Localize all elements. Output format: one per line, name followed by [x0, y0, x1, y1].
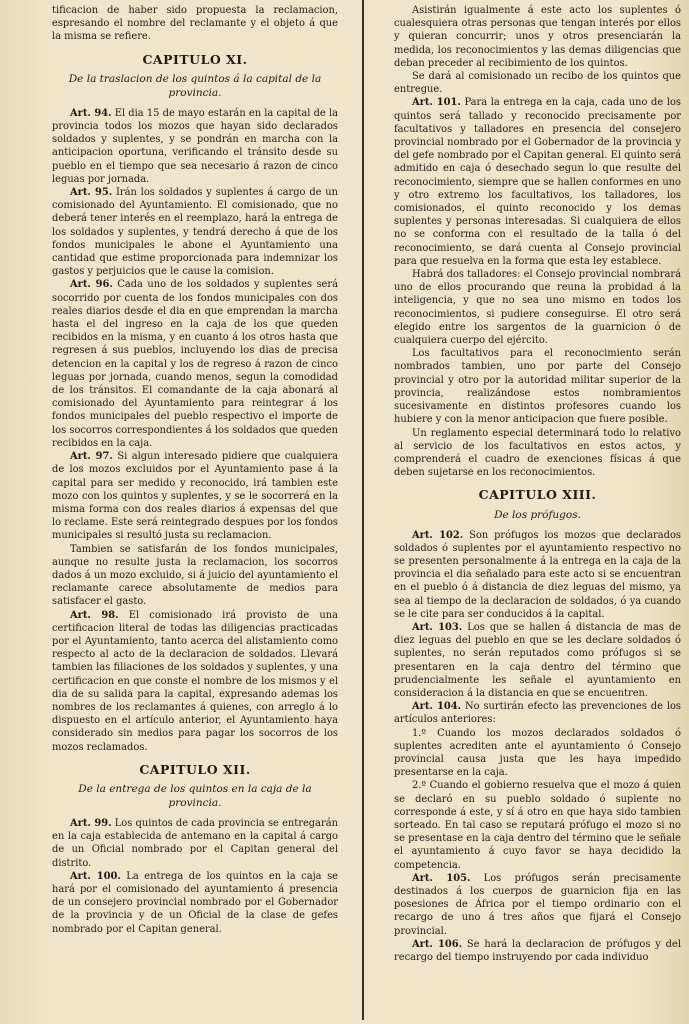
article-number: Art. 101. [412, 97, 461, 109]
paragraph: Habrá dos talladores: el Consejo provincial nombrará uno de ellos procurando que reuna la probidad á la inteligencia, y que no sea uno mismo en todos los reconocimientos, si pudiere conseguirse. El otro será elegido entre los sargentos de la guarnicion ó de cualquiera cuerpo del ejército. [394, 269, 681, 347]
paragraph: Tambien se satisfarán de los fondos municipales, aunque no resulte justa la reclamacion, los socorros dados á un mozo excluido, si á juicio del ayuntamiento el reclamante carece absolutamente de medios para satisfacer el gasto. [52, 543, 338, 608]
right-column [394, 4, 681, 1010]
article-number: Art. 104. [412, 701, 462, 713]
chapter-heading: CAPITULO XIII. [478, 487, 597, 503]
paragraph: Los facultativos para el reconocimiento serán nombrados tambien, uno por parte del Consejo provincial y otro por la autoridad militar superior de la provincia, realizándose estos nombramientos sucesivamente en distintos profesores cuando los hubiere y con la menor anticipacion que fuere posible. [394, 348, 681, 426]
article-text: Los prófugos serán precisamente destinados á los cuerpos de guarnicion fija en las posesiones de África por el tiempo ordinario con el recargo de uno á tres años que fijará el Consejo provincial. [394, 872, 681, 937]
article-number: Art. 106. [412, 938, 463, 950]
article-99 [52, 817, 338, 870]
article-text: El dia 15 de mayo estarán en la capital de la provincia todos los mozos que hayan sido declarados soldados y suplentes, y se pondrán en marcha con la anticipacion oportuna, verificando el tránsito desde su pueblo en el tiempo que sea necesario á razon de cinco leguas por jornada. [52, 107, 338, 185]
chapter-subtitle: De los prófugos. [494, 508, 581, 521]
article-text: Son prófugos los mozos que declarados soldados ó suplentes por el ayuntamiento respectivo no se presenten personalmente á la entrega en la caja de la provincia el dia señalado para este acto si se encuentran en el pueblo ó á distancia de diez leguas del mismo, ya sea al tiempo de la declaracion de soldados, ó ya cuando se le cite para ser conducidos á la capital. [394, 529, 681, 620]
article-94 [52, 107, 338, 186]
chapter-heading: CAPITULO XI. [142, 51, 248, 67]
paragraph: Un reglamento especial determinará todo lo relativo al servicio de los facultativos en estos actos, y comprenderá el cuadro de exenciones físicas á que deben sujetarse en los reconocimientos. [394, 427, 681, 479]
article-97 [52, 450, 338, 542]
article-96 [52, 278, 338, 450]
article-number: Art. 105. [412, 872, 471, 884]
article-number: Art. 95. [70, 187, 113, 199]
article-98 [52, 609, 338, 754]
article-105 [394, 872, 681, 938]
article-text: Los quintos de cada provincia se entregarán en la caja establecida de antemano en la capital á cargo de un Oficial nombrado por el Capitan general del distrito. [52, 817, 338, 869]
numbered-item: 1.º Cuando los mozos declarados soldados ó suplentes acrediten ante el ayuntamiento ó Consejo provincial causa justa que les haya impedido presentarse en la caja. [394, 727, 681, 779]
article-number: Art. 98. [70, 609, 119, 621]
chapter-subtitle: De la entrega de los quintos en la caja de la provincia. [78, 782, 312, 809]
article-text: Si algun interesado pidiere que cualquiera de los mozos excluidos por el Ayuntamiento pase á la capital para ser medido y reconocido, irá tambien este mozo con los quintos y suplentes, y se le socorrerá en la misma forma con dos reales diarios á expensas del que lo reclame. Este será reintegrado despues por los fondos municipales si resultó justa su reclamacion. [52, 451, 338, 542]
article-100 [52, 870, 338, 936]
article-text: Se hará la declaracion de prófugos y del recargo del tiempo instruyendo por cada individuo [394, 938, 681, 964]
article-text: Irán los soldados y suplentes á cargo de un comisionado del Ayuntamiento. El comisionado, que no deberá tener interés en el reemplazo, hará la entrega de los soldados y suplentes, y tendrá derecho á que de los fondos municipales le abone el Ayuntamiento una cantidad que estime proporcionada para indemnizar los gastos y perjuicios que le cause la comision. [52, 187, 338, 278]
article-number: Art. 103. [412, 621, 463, 633]
article-101 [394, 96, 681, 268]
left-column [52, 4, 338, 1010]
article-number: Art. 102. [412, 529, 464, 541]
article-text: Cada uno de los soldados y suplentes será socorrido por cuenta de los fondos municipales con dos reales diarios desde el dia en que emprendan la marcha hasta el del ingreso en la caja de los que queden recibidos en la misma, y en cuanto á los otros hasta que regresen á sus pueblos, incluyendo los dias de precisa detencion en la capital y los de regreso á razon de cinco leguas por jornada, cuando menos, segun la comodidad de los tránsitos. El comandante de la caja abonará al comisionado del Ayuntamiento para reintegrar á los fondos municipales del pueblo respectivo el importe de los socorros correspondientes á los soldados que queden recibidos en la caja. [52, 279, 338, 449]
article-103 [394, 621, 681, 700]
chapter-heading: CAPITULO XII. [139, 761, 251, 777]
column-divider [362, 0, 364, 1020]
article-text: El comisionado irá provisto de una certificacion literal de todas las diligencias practicadas por el Ayuntamiento, tanto acerca del alistamiento como respecto al acto de la declaracion de soldados. Llevará tambien las filiaciones de los soldados y suplentes, y una certificacion en que conste el nombre de los mismos y el dia de su salida para la capital, expresando ademas los nombres de los reclamantes á quienes, con arreglo á lo dispuesto en el artículo anterior, el Ayuntamiento haya considerado sin medios para pagar los socorros de los mozos reclamados. [52, 609, 338, 753]
article-102 [394, 529, 681, 621]
article-number: Art. 96. [70, 279, 113, 291]
chapter-subtitle: De la traslacion de los quintos á la capital de la provincia. [68, 72, 322, 99]
article-number: Art. 94. [70, 107, 112, 119]
article-text: No surtirán efecto las prevenciones de los artículos anteriores: [394, 701, 681, 726]
article-95 [52, 186, 338, 278]
article-104 [394, 700, 681, 726]
article-number: Art. 100. [70, 870, 121, 882]
article-106 [394, 938, 681, 964]
paragraph: Se dará al comisionado un recibo de los quintos que entregue. [394, 71, 681, 96]
article-number: Art. 97. [70, 451, 113, 463]
numbered-item: 2.º Cuando el gobierno resuelva que el mozo á quien se declaró en su pueblo soldado ó suplente no corresponde á este, y sí á otro en que haya sido tambien sorteado. En tal caso se reputará prófugo el mozo si no se presentase en la caja dentro del término que le señale el ayuntamiento á cuyo favor se haya decidido la competencia. [394, 780, 681, 871]
article-text: Los que se hallen á distancia de mas de diez leguas del pueblo en que se les declare soldados ó suplentes, no serán reputados como prófugos si se presentaren en la caja dentro del término que prudencialmente les señale el ayuntamiento en consideracion á la distancia en que se encuentren. [394, 621, 681, 699]
paragraph: tificacion de haber sido propuesta la reclamacion, espresando el nombre del reclamante y el objeto á que la misma se refiere. [52, 5, 338, 43]
article-number: Art. 99. [70, 817, 112, 829]
article-text: La entrega de los quintos en la caja se hará por el comisionado del ayuntamiento á presencia de un consejero provincial nombrado por el Gobernador de la provincia y de un Oficial de la clase de gefes nombrado por el Capitan general. [52, 870, 338, 935]
paragraph: Asistirán igualmente á este acto los suplentes ó cualesquiera otras personas que tengan interés por ellos y quieran concurrir; unos y otros presenciarán la medida, los reconocimientos y las demas diligencias que deban preceder al recibimiento de los quintos. [394, 5, 681, 69]
article-text: Para la entrega en la caja, cada uno de los quintos será tallado y reconocido precisamente por facultativos y talladores en presencia del consejero provincial nombrado por el Gobernador de la provincia y del gefe nombrado por el Capitan general. El quinto será admitido en caja ó desechado segun lo que resulte del reconocimiento, siempre que se hallen conformes en uno y otro extremo los facultativos, los talladores, los comisionados, el quinto reconocido y los demas suplentes y personas interesadas. Si cualquiera de ellos no se conforma con el resultado de la talla ó del reconocimiento, se dará cuenta al Consejo provincial para que resuelva en la forma que esta ley establece. [394, 97, 681, 267]
